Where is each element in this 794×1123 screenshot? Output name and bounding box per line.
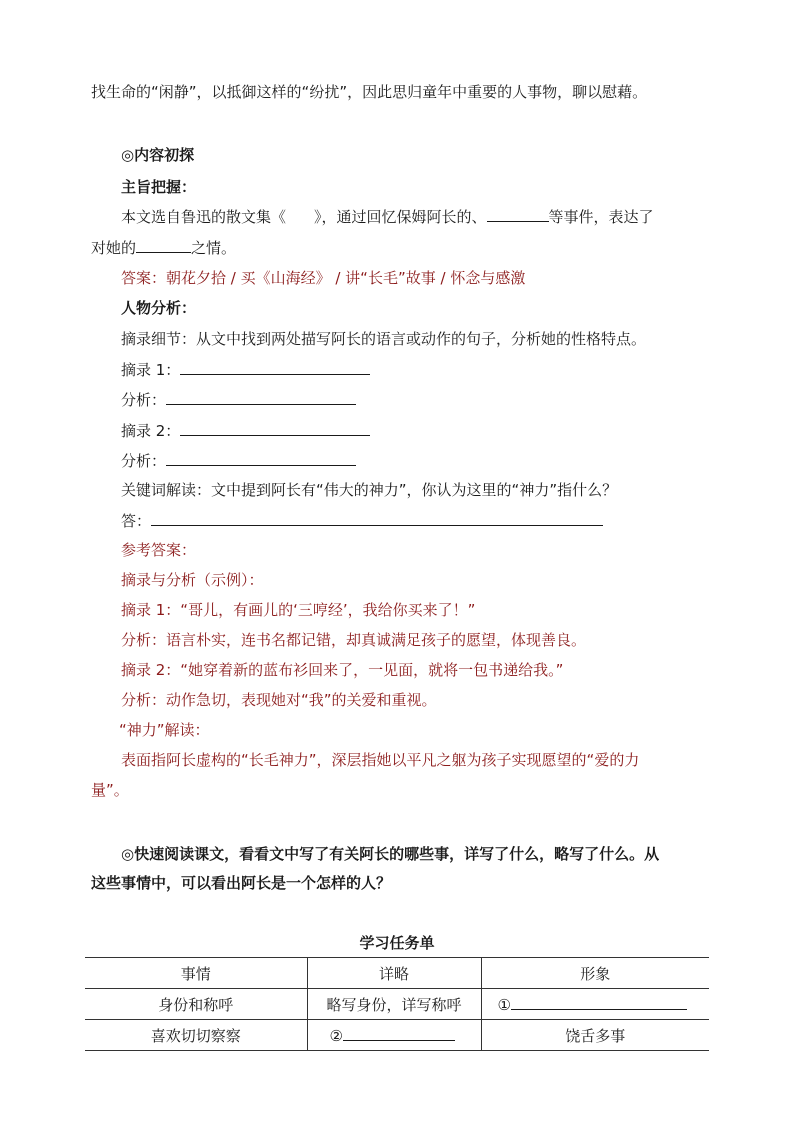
row2-image: 饶舌多事 bbox=[481, 1020, 709, 1051]
reference-excerpt2: 摘录 2：“她穿着新的蓝布衫回来了，一见面，就将一包书递给我。” bbox=[121, 661, 564, 679]
theme-question-line1 bbox=[121, 206, 654, 227]
row2-detail-marker: ② bbox=[329, 1027, 343, 1045]
theme-q-part2: 》，通过回忆保姆阿长的、 bbox=[314, 208, 487, 226]
excerpt1-blank[interactable] bbox=[180, 359, 370, 375]
analysis1-label: 分析： bbox=[121, 391, 167, 409]
reference-answer-title: 参考答案： bbox=[121, 541, 197, 559]
row1-detail: 略写身份，详写称呼 bbox=[307, 989, 481, 1020]
analysis2-label: 分析： bbox=[121, 452, 167, 470]
row1-image-marker: ① bbox=[497, 996, 511, 1014]
row1-image-cell bbox=[481, 989, 709, 1020]
excerpt2-blank[interactable] bbox=[180, 420, 370, 436]
row1-image-blank[interactable] bbox=[511, 994, 687, 1010]
row2-detail-cell bbox=[307, 1020, 481, 1051]
reference-excerpt-title: 摘录与分析（示例）： bbox=[121, 571, 264, 589]
excerpt-task: 摘录细节：从文中找到两处描写阿长的语言或动作的句子，分析她的性格特点。 bbox=[121, 330, 647, 348]
theme-q-part3: 等事件，表达了 bbox=[548, 208, 654, 226]
theme-question-line2 bbox=[91, 237, 236, 258]
excerpt1-row bbox=[121, 359, 370, 380]
task-table bbox=[85, 957, 709, 1051]
excerpt2-label: 摘录 2： bbox=[121, 422, 181, 440]
feeling-blank[interactable] bbox=[136, 237, 191, 253]
reference-analysis1: 分析：语言朴实，连书名都记错，却真诚满足孩子的愿望，体现善良。 bbox=[121, 631, 587, 649]
analysis1-blank[interactable] bbox=[166, 389, 356, 405]
analysis1-row bbox=[121, 389, 356, 410]
keyword-answer-blank[interactable] bbox=[151, 510, 603, 526]
excerpt1-label: 摘录 1： bbox=[121, 361, 181, 379]
keyword-answer-label: 答： bbox=[121, 512, 152, 530]
reference-analysis2: 分析：动作急切，表现她对“我”的关爱和重视。 bbox=[121, 691, 437, 709]
theme-q-line2b: 之情。 bbox=[191, 239, 237, 257]
intro-line: 找生命的“闲静”，以抵御这样的“纷扰”，因此思归童年中重要的人事物，聊以慰藉。 bbox=[91, 83, 648, 101]
row2-event: 喜欢切切察察 bbox=[85, 1020, 307, 1051]
row2-detail-blank[interactable] bbox=[343, 1025, 455, 1041]
theme-answer: 答案：朝花夕拾 / 买《山海经》 / 讲“长毛”故事 / 怀念与感激 bbox=[121, 269, 526, 287]
column-header-detail: 详略 bbox=[307, 958, 481, 989]
column-header-event: 事情 bbox=[85, 958, 307, 989]
analysis2-blank[interactable] bbox=[166, 450, 356, 466]
column-header-image: 形象 bbox=[481, 958, 709, 989]
reference-power-line2: 量”。 bbox=[91, 781, 129, 799]
section-heading-reading-line2: 这些事情中，可以看出阿长是一个怎样的人？ bbox=[91, 874, 392, 892]
task-table-title: 学习任务单 bbox=[359, 934, 435, 952]
theme-q-line2a: 对她的 bbox=[91, 239, 137, 257]
reference-power-line1: 表面指阿长虚构的“长毛神力”，深层指她以平凡之躯为孩子实现愿望的“爱的力 bbox=[121, 751, 640, 769]
row1-event: 身份和称呼 bbox=[85, 989, 307, 1020]
theme-q-part1: 本文选自鲁迅的散文集《 bbox=[121, 208, 287, 226]
excerpt2-row bbox=[121, 420, 370, 441]
keyword-answer-row bbox=[121, 510, 603, 531]
character-analysis-title: 人物分析： bbox=[121, 299, 197, 317]
theme-title: 主旨把握： bbox=[121, 178, 197, 196]
section-heading-reading-line1: ◎快速阅读课文，看看文中写了有关阿长的哪些事，详写了什么，略写了什么。从 bbox=[121, 845, 660, 863]
section-heading-content: ◎内容初探 bbox=[121, 146, 195, 164]
keyword-question: 关键词解读：文中提到阿长有“伟大的神力”，你认为这里的“神力”指什么？ bbox=[121, 481, 618, 499]
table-header-row bbox=[85, 958, 709, 989]
table-row bbox=[85, 989, 709, 1020]
reference-power-title: “神力”解读： bbox=[119, 721, 210, 739]
events-blank[interactable] bbox=[487, 206, 549, 222]
table-row bbox=[85, 1020, 709, 1051]
reference-excerpt1: 摘录 1：“哥儿，有画儿的‘三哼经’，我给你买来了！” bbox=[121, 601, 476, 619]
analysis2-row bbox=[121, 450, 356, 471]
